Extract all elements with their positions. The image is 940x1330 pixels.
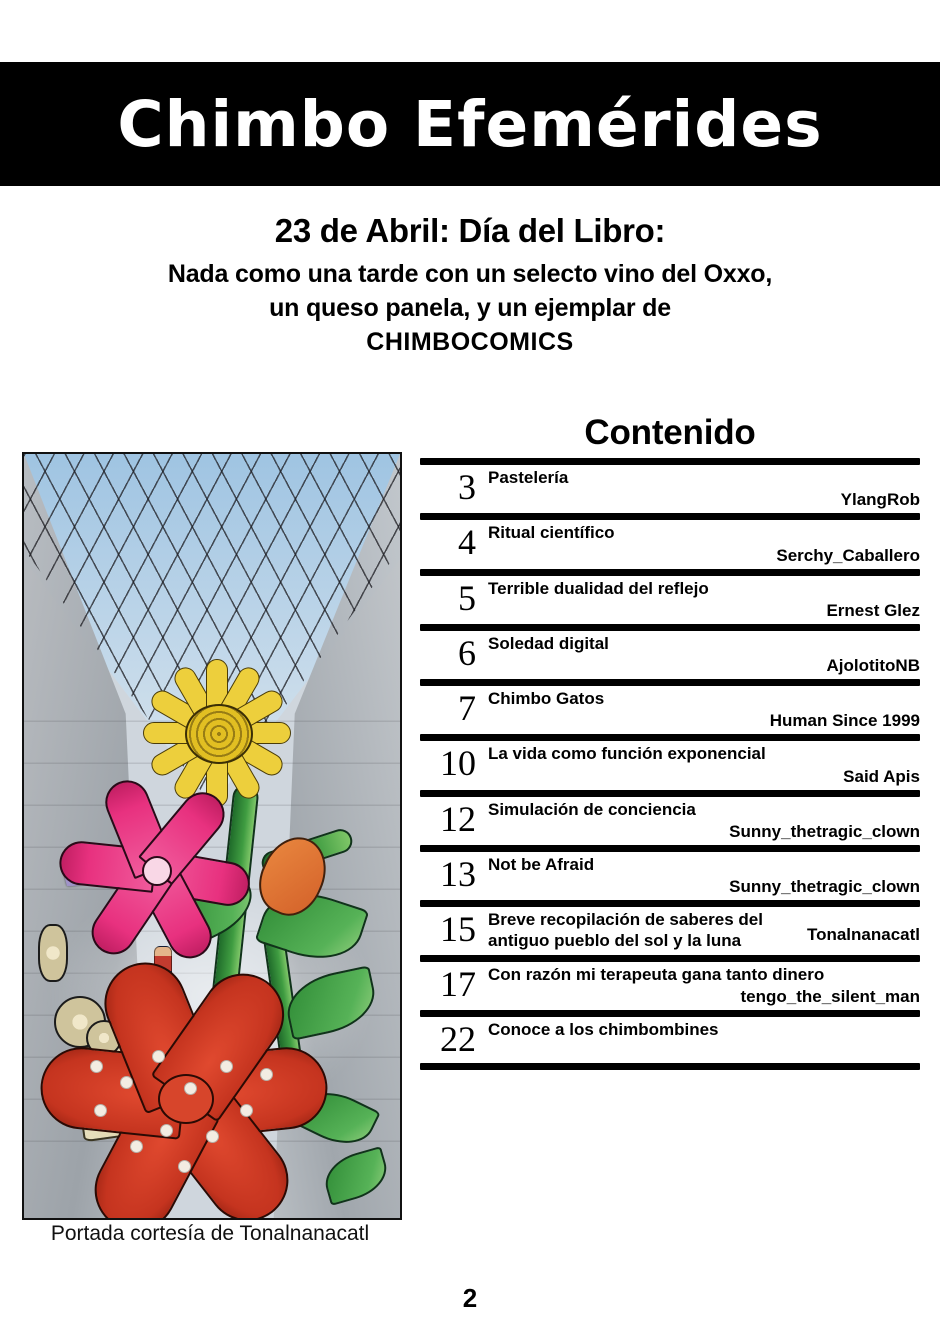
toc-divider xyxy=(420,734,920,741)
toc-entry[interactable] xyxy=(420,520,920,568)
toc-entry[interactable] xyxy=(420,852,920,900)
cover-sunflower-core xyxy=(185,704,253,764)
toc-page-number: 3 xyxy=(458,467,476,507)
toc-entry[interactable] xyxy=(420,631,920,679)
toc-page-number: 4 xyxy=(458,522,476,563)
masthead-title: Chimbo Efemérides xyxy=(117,87,823,161)
toc-divider xyxy=(420,569,920,576)
cover-red-petal-dot xyxy=(94,1104,107,1117)
toc-entry-title: Terrible dualidad del reflejo xyxy=(488,578,709,598)
cover-red-petal-dot xyxy=(130,1140,143,1153)
toc-entry[interactable] xyxy=(420,797,920,845)
toc-entry-author: Sunny_thetragic_clown xyxy=(729,821,920,841)
toc-entry-title: Ritual científico xyxy=(488,523,615,543)
toc-entry[interactable] xyxy=(420,907,920,955)
toc-entry-author: Human Since 1999 xyxy=(769,711,920,731)
issue-subtitle-line-1: Nada como una tarde con un selecto vino del Oxxo, xyxy=(167,260,773,288)
toc-divider xyxy=(420,845,920,852)
cover-red-petal-dot xyxy=(90,1060,103,1073)
cover-pink-lily xyxy=(60,784,250,954)
toc-page-number: 5 xyxy=(458,577,476,618)
toc-entry-author: Tonalnanacatl xyxy=(806,925,920,944)
cover-lily-center xyxy=(142,856,172,886)
toc-entry-author: Ernest Glez xyxy=(826,600,920,620)
cover-caption: Portada cortesía de Tonalnanacatl xyxy=(50,1222,370,1245)
cover-sunflower xyxy=(144,666,290,798)
cover-red-flower xyxy=(34,964,334,1194)
toc-entry[interactable] xyxy=(420,576,920,624)
toc-entry-title: La vida como función exponencial xyxy=(488,744,766,764)
toc-entry-author: Serchy_Caballero xyxy=(776,545,920,565)
toc-page-number: 12 xyxy=(440,798,476,839)
toc-divider xyxy=(420,458,920,465)
toc-entry-title: Soledad digital xyxy=(488,633,609,653)
cover-red-petal-dot xyxy=(220,1060,233,1073)
page-number: 2 xyxy=(462,1283,478,1313)
toc-entry-author: Sunny_thetragic_clown xyxy=(729,877,920,896)
toc-entry-title: Pastelería xyxy=(488,468,569,487)
toc-divider xyxy=(420,1010,920,1017)
cover-red-petal-dot xyxy=(206,1130,219,1143)
toc-page-number: 22 xyxy=(440,1018,476,1059)
issue-date-title: 23 de Abril: Día del Libro: xyxy=(274,212,666,249)
toc-page-number: 7 xyxy=(458,688,476,728)
toc-entry-title: Not be Afraid xyxy=(488,854,595,874)
toc-page-number: 15 xyxy=(440,909,476,949)
cover-frame xyxy=(22,452,402,1220)
toc-entry[interactable] xyxy=(420,686,920,734)
cover-red-petal-dot xyxy=(184,1082,197,1095)
toc-entry[interactable] xyxy=(420,962,920,1010)
toc-divider xyxy=(420,624,920,631)
cover-illustration xyxy=(22,452,402,1220)
issue-subtitle-line-2: un queso panela, y un ejemplar de xyxy=(269,293,671,322)
cover-red-petal-dot xyxy=(160,1124,173,1137)
cover-red-petal-dot xyxy=(260,1068,273,1081)
toc-entry-title: Conoce a los chimbombines xyxy=(488,1019,719,1039)
toc-divider xyxy=(420,1063,920,1070)
toc-divider xyxy=(420,900,920,907)
toc-entry-author: YlangRob xyxy=(840,490,920,510)
masthead-banner xyxy=(0,62,940,186)
toc-page-number: 13 xyxy=(440,853,476,894)
toc-divider xyxy=(420,955,920,962)
toc-page-number: 17 xyxy=(440,963,476,1004)
toc-entry-author: AjolotitoNB xyxy=(826,656,920,675)
cover-red-petal-dot xyxy=(120,1076,133,1089)
issue-header xyxy=(0,212,940,359)
toc-page-number: 10 xyxy=(440,743,476,784)
cover-red-petal-dot xyxy=(240,1104,253,1117)
contents-title: Contenido xyxy=(584,413,756,452)
toc-entry-title: Chimbo Gatos xyxy=(488,689,605,708)
toc-entry[interactable] xyxy=(420,465,920,513)
toc-divider xyxy=(420,679,920,686)
toc-entry-title: Simulación de conciencia xyxy=(488,799,696,819)
toc-page-number: 6 xyxy=(458,632,476,673)
toc-entry-author: tengo_the_silent_man xyxy=(740,986,920,1006)
toc-entry-title: Breve recopilación de saberes del antiguo pueblo del sol y la luna xyxy=(488,910,763,951)
toc-divider xyxy=(420,790,920,797)
toc-entry-author: Said Apis xyxy=(843,766,920,786)
table-of-contents xyxy=(420,458,920,1070)
cover-red-petal-dot xyxy=(178,1160,191,1173)
toc-entry-title: Con razón mi terapeuta gana tanto dinero xyxy=(488,964,825,984)
toc-entry[interactable] xyxy=(420,1017,920,1063)
issue-brand-name: CHIMBOCOMICS xyxy=(366,327,574,356)
cover-red-petal-dot xyxy=(152,1050,165,1063)
toc-entry[interactable] xyxy=(420,741,920,789)
toc-divider xyxy=(420,513,920,520)
